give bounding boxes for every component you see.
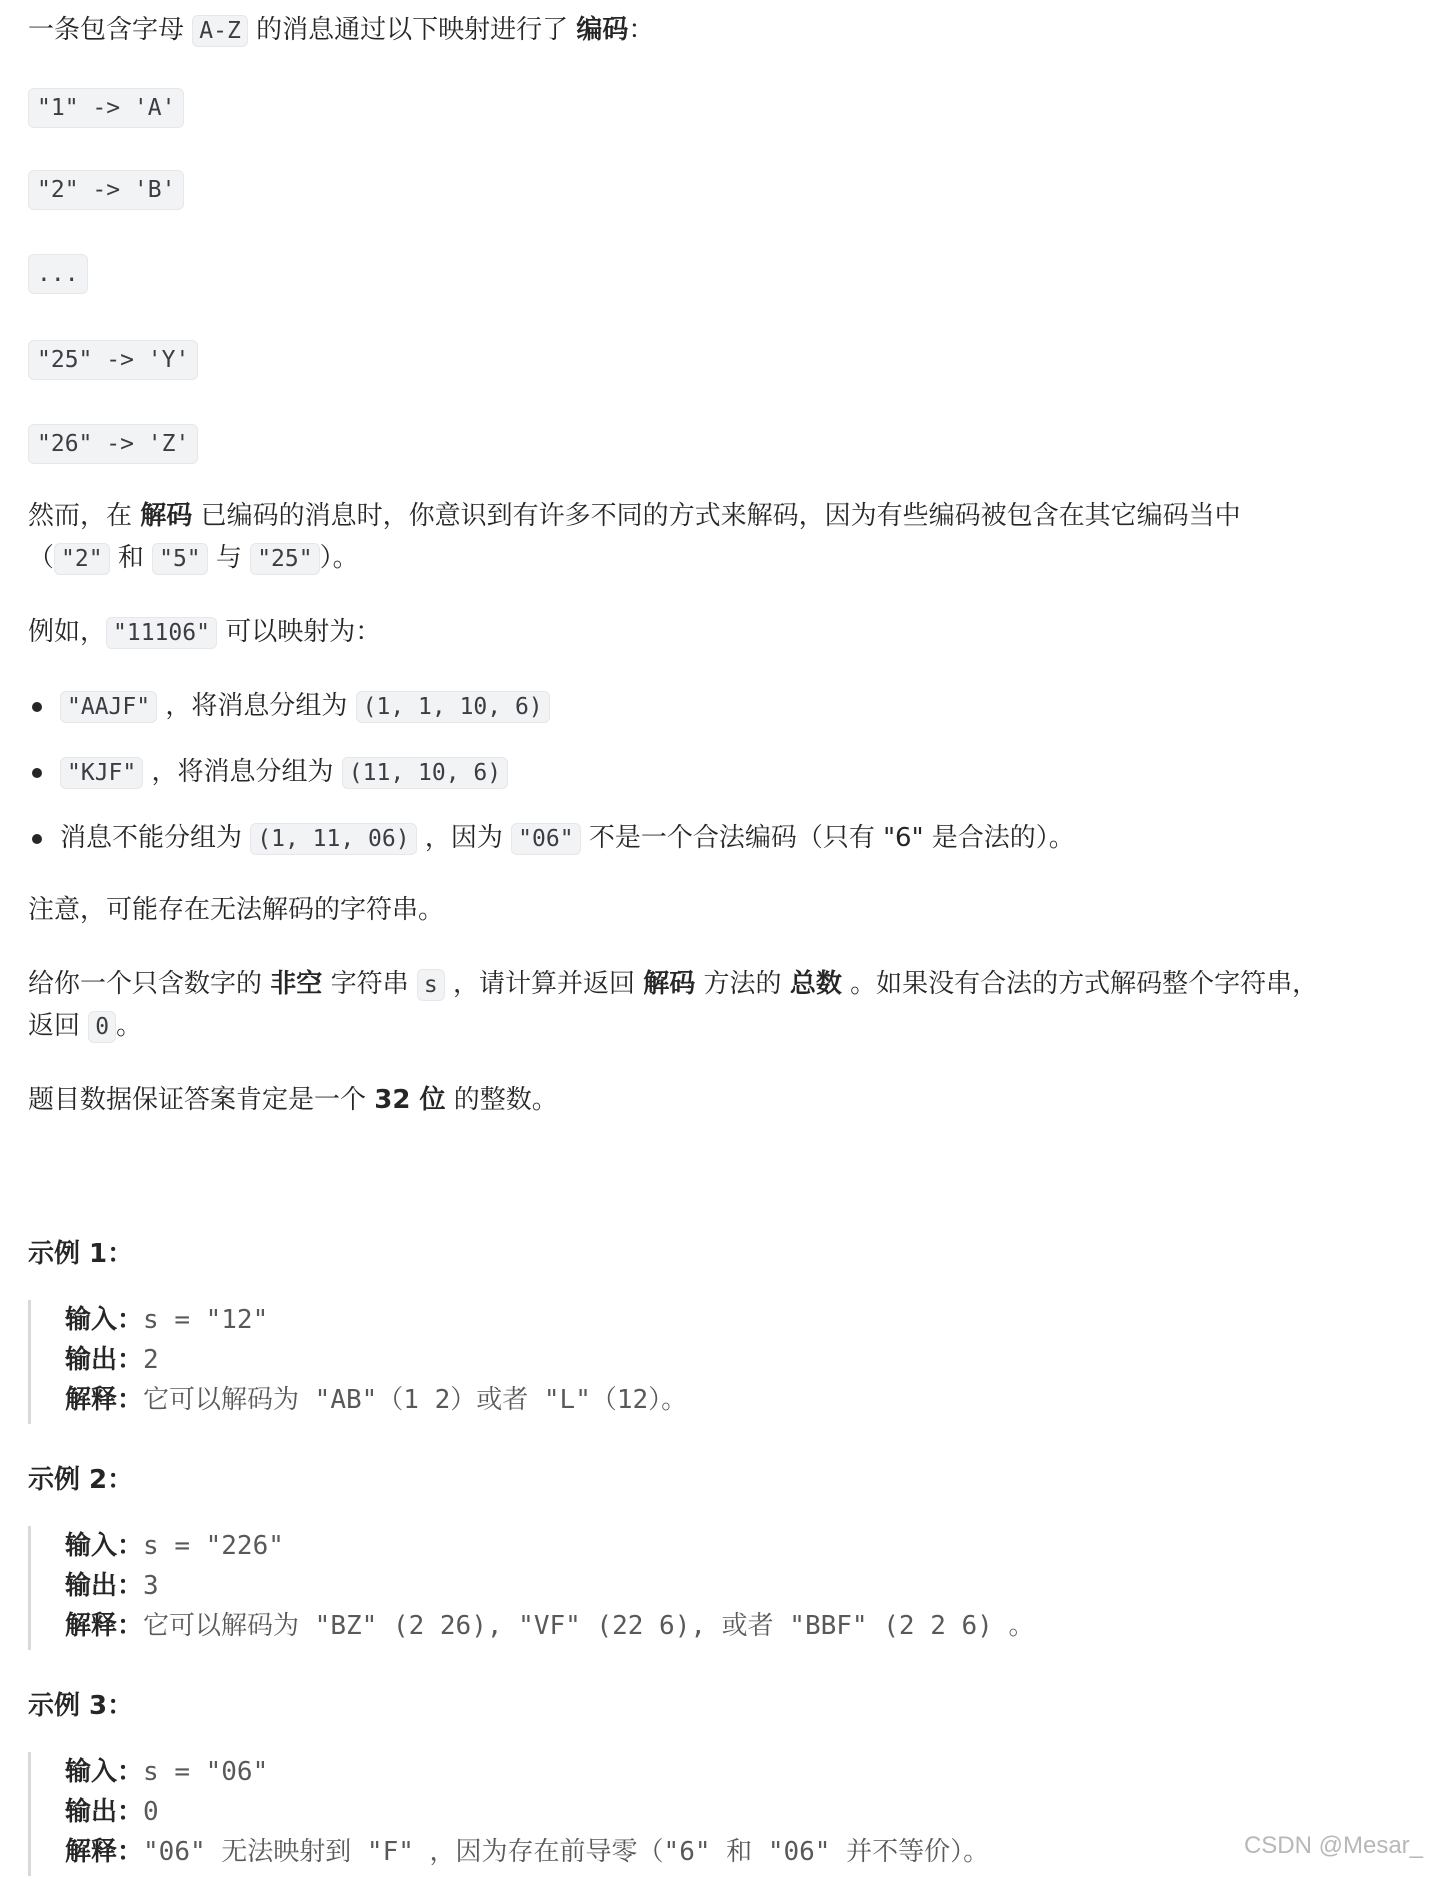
input-label: 输入： xyxy=(65,1531,144,1561)
decode-code-25: "25" xyxy=(250,543,319,575)
example-text-b: 可以映射为： xyxy=(225,617,382,647)
input-value: s = "226" xyxy=(143,1531,284,1561)
decode-open-paren: （ xyxy=(28,543,55,573)
guarantee-b: 的整数。 xyxy=(453,1085,558,1115)
task-bold-nonempty: 非空 xyxy=(270,969,323,999)
example-2-block xyxy=(28,1526,1034,1650)
list-item xyxy=(60,686,550,727)
output-value: 0 xyxy=(143,1797,159,1827)
intro-middle: 的消息通过以下映射进行了 xyxy=(256,15,569,45)
task-line2 xyxy=(28,1006,142,1047)
task-text-e: 。如果没有合法的方式解码整个字符串， xyxy=(850,969,1319,999)
input-label: 输入： xyxy=(65,1757,144,1787)
example-3-explain-row xyxy=(65,1832,989,1872)
explain-value: "06" 无法映射到 "F" ，因为存在前导零（"6" 和 "06" 并不等价）。 xyxy=(143,1837,990,1867)
task-bold-decode: 解码 xyxy=(643,969,696,999)
intro-prefix: 一条包含字母 xyxy=(28,15,185,45)
example-3-output-row xyxy=(65,1792,989,1832)
list-item xyxy=(60,752,508,793)
decode-para-line2 xyxy=(28,538,359,579)
task-text-b: 字符串 xyxy=(330,969,409,999)
bullet-dot xyxy=(32,834,42,844)
guarantee-a: 题目数据保证答案肯定是一个 xyxy=(28,1085,367,1115)
example-para xyxy=(28,612,381,653)
example-3-input-row xyxy=(65,1752,989,1792)
example-1-title: 示例 1： xyxy=(28,1239,134,1269)
example-2-output-row xyxy=(65,1566,1034,1606)
decode-close-paren: ）。 xyxy=(319,543,359,573)
bullet3-code2: "06" xyxy=(511,823,580,855)
explain-value: 它可以解码为 "AB"（1 2）或者 "L"（12）。 xyxy=(143,1385,688,1415)
guarantee-text xyxy=(28,1080,558,1120)
output-label: 输出： xyxy=(65,1345,144,1375)
task-code-s: s xyxy=(417,969,445,1001)
explain-label: 解释： xyxy=(65,1611,144,1641)
explain-label: 解释： xyxy=(65,1837,144,1867)
explain-label: 解释： xyxy=(65,1385,144,1415)
explain-value: 它可以解码为 "BZ" (2 26), "VF" (22 6), 或者 "BBF" (2 2 6) 。 xyxy=(143,1611,1035,1641)
input-value: s = "12" xyxy=(143,1305,269,1335)
example-text-a: 例如， xyxy=(28,617,107,647)
task-text-a: 给你一个只含数字的 xyxy=(28,969,263,999)
example-1-input-row xyxy=(65,1300,687,1340)
bullet2-text: ，将消息分组为 xyxy=(151,757,334,787)
task-text-g: 。 xyxy=(116,1011,143,1041)
bullet3-text-a: 消息不能分组为 xyxy=(60,823,243,853)
input-label: 输入： xyxy=(65,1305,144,1335)
input-value: s = "06" xyxy=(143,1757,269,1787)
note-text: 注意，可能存在无法解码的字符串。 xyxy=(28,895,445,925)
output-value: 2 xyxy=(143,1345,159,1375)
guarantee-bold: 32 位 xyxy=(374,1085,446,1115)
example-3-block xyxy=(28,1752,989,1876)
decode-text-a: 然而，在 xyxy=(28,501,133,531)
decode-code-2: "2" xyxy=(54,543,110,575)
intro-bold: 编码 xyxy=(576,15,629,45)
output-label: 输出： xyxy=(65,1797,144,1827)
mapping-1: "1" -> 'A' xyxy=(28,88,184,128)
decode-para-line1 xyxy=(28,496,1241,536)
output-value: 3 xyxy=(143,1571,159,1601)
task-code-0: 0 xyxy=(88,1011,116,1043)
example-1-output-row xyxy=(65,1340,687,1380)
example-2-input-row xyxy=(65,1526,1034,1566)
task-line1 xyxy=(28,964,1318,1005)
bullet2-group: (11, 10, 6) xyxy=(342,757,508,789)
example-2-explain-row xyxy=(65,1606,1034,1646)
watermark: CSDN @Mesar_ xyxy=(1243,1832,1423,1859)
bullet3-code: (1, 11, 06) xyxy=(250,823,416,855)
bullet-dot xyxy=(32,702,42,712)
example-3-title: 示例 3： xyxy=(28,1691,134,1721)
mapping-25: "25" -> 'Y' xyxy=(28,340,198,380)
task-text-f: 返回 xyxy=(28,1011,81,1041)
task-text-c: ，请计算并返回 xyxy=(452,969,635,999)
task-text-d: 方法的 xyxy=(703,969,782,999)
bullet1-code: "AAJF" xyxy=(60,691,157,723)
example-2-title: 示例 2： xyxy=(28,1465,134,1495)
decode-and: 和 xyxy=(117,543,144,573)
example-code: "11106" xyxy=(106,617,217,649)
mapping-2: "2" -> 'B' xyxy=(28,170,184,210)
decode-code-5: "5" xyxy=(152,543,208,575)
output-label: 输出： xyxy=(65,1571,144,1601)
bullet-dot xyxy=(32,768,42,778)
bullet1-group: (1, 1, 10, 6) xyxy=(356,691,550,723)
bullet3-text-b: ，因为 xyxy=(424,823,503,853)
bullet1-text: ，将消息分组为 xyxy=(165,691,348,721)
list-item xyxy=(60,818,1075,859)
decode-with: 与 xyxy=(215,543,242,573)
decode-text-b: 已编码的消息时，你意识到有许多不同的方式来解码，因为有些编码被包含在其它编码当中 xyxy=(200,501,1241,531)
intro-line xyxy=(28,10,654,51)
task-bold-total: 总数 xyxy=(789,969,842,999)
example-1-explain-row xyxy=(65,1380,687,1420)
mapping-26: "26" -> 'Z' xyxy=(28,424,198,464)
bullet3-text-c: 不是一个合法编码（只有 "6" 是合法的）。 xyxy=(588,823,1075,853)
intro-code: A-Z xyxy=(192,15,248,47)
mapping-ellipsis: ... xyxy=(28,254,88,294)
decode-bold: 解码 xyxy=(140,501,193,531)
intro-suffix: ： xyxy=(628,15,655,45)
bullet2-code: "KJF" xyxy=(60,757,143,789)
example-1-block xyxy=(28,1300,687,1424)
